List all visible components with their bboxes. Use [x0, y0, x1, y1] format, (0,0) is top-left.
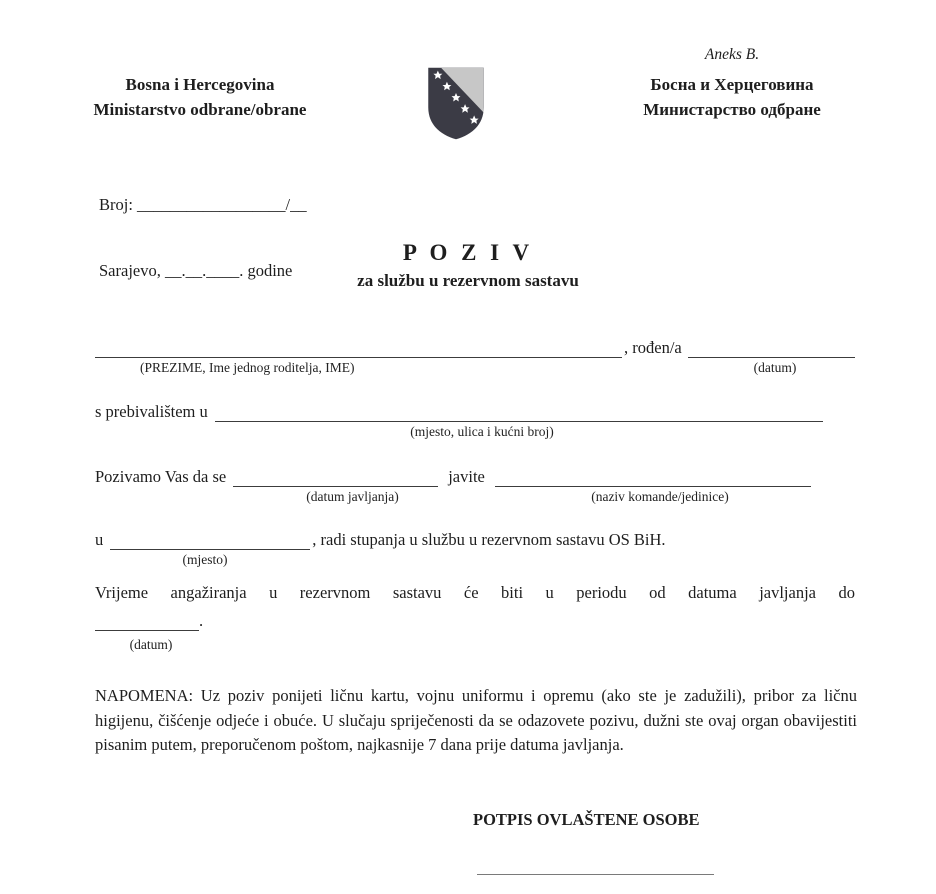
residence-field-line	[215, 402, 823, 422]
caption-name: (PREZIME, Ime jednog roditelja, IME)	[140, 360, 355, 375]
caption-residence: (mjesto, ulica i kućni broj)	[410, 424, 554, 439]
row-name	[95, 338, 855, 384]
place-field-line	[110, 530, 310, 550]
period-sentence: Vrijeme angažiranja u rezervnom sastavu će biti u periodu od datuma javljanja do	[95, 583, 855, 602]
title-block	[0, 240, 936, 291]
caption-birthdate: (datum)	[753, 360, 797, 375]
header-left-line1: Bosna i Hercegovina	[125, 75, 275, 94]
row-place-suffix: , radi stupanja u službu u rezervnom sastavu OS BiH.	[312, 530, 666, 549]
header-left-line2: Ministarstvo odbrane/obrane	[93, 100, 307, 119]
unit-field-line	[495, 467, 811, 487]
report-date-field-line	[233, 467, 438, 487]
caption-period-date: (datum)	[129, 637, 173, 652]
birthdate-field-line	[688, 338, 855, 358]
name-field-line	[95, 338, 622, 358]
row-summon	[95, 467, 855, 513]
bih-coat-of-arms-icon	[424, 64, 488, 142]
header-right-line1: Босна и Херцеговина	[650, 75, 814, 94]
signature-line	[477, 874, 714, 875]
period-punctuation: .	[199, 611, 204, 630]
row-period	[95, 583, 855, 659]
row-residence	[95, 402, 855, 448]
period-date-field-line	[95, 611, 199, 631]
caption-unit: (naziv komande/jedinice)	[591, 489, 729, 504]
caption-place: (mjesto)	[182, 552, 228, 567]
reference-number-line: Broj: __________________/__	[99, 195, 307, 214]
reference-block	[99, 150, 307, 326]
annex-label: Aneks B.	[704, 46, 760, 63]
header-left	[55, 72, 345, 122]
row-summon-middle: javite	[448, 467, 485, 486]
row-place-label: u	[95, 530, 104, 549]
caption-report-date: (datum javljanja)	[306, 489, 399, 504]
document-title: P O Z I V	[402, 240, 534, 265]
signature-heading: POTPIS OVLAŠTENE OSOBE	[473, 810, 700, 829]
row-residence-label: s prebivalištem u	[95, 402, 208, 421]
note-paragraph: NAPOMENA: Uz poziv ponijeti ličnu kartu, vojnu uniformu i opremu (ako ste je zadužili), pribor za ličnu higijenu, čišćenje odjeće i obuće. U slučaju spriječenosti da se odazovete pozivu, dužni ste ovaj organ obavijestiti pisanim putem, preporučenom poštom, najkasnije 7 dana prije datuma javljanja.	[95, 686, 857, 754]
row-name-suffix: , rođen/a	[624, 338, 682, 357]
reference-place-date-line: Sarajevo, __.__.____. godine	[99, 261, 293, 280]
document-subtitle: za službu u rezervnom sastavu	[357, 271, 579, 290]
row-place	[95, 530, 855, 576]
header-right	[598, 42, 866, 122]
row-summon-label: Pozivamo Vas da se	[95, 467, 227, 486]
header-right-line2: Министарство одбране	[643, 100, 821, 119]
